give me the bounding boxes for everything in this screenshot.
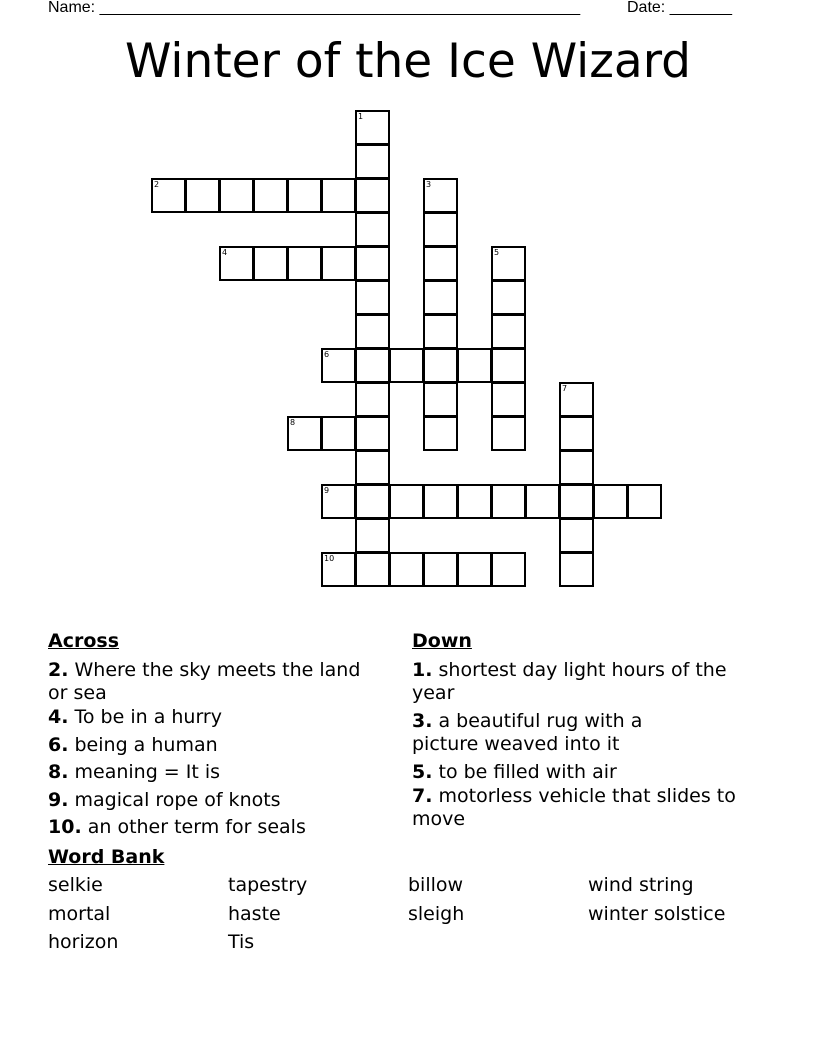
date-field-label: Date: _______: [627, 0, 732, 16]
clue-number-label: 7: [562, 384, 568, 393]
crossword-cell[interactable]: [491, 552, 526, 587]
crossword-cell[interactable]: [559, 552, 594, 587]
crossword-cell[interactable]: [525, 484, 560, 519]
crossword-cell[interactable]: [389, 484, 424, 519]
clue-number-label: 10: [324, 554, 335, 563]
crossword-cell[interactable]: [627, 484, 662, 519]
clue-number: 4.: [48, 706, 69, 728]
crossword-cell[interactable]: [423, 552, 458, 587]
clue-text: meaning = It is: [74, 761, 221, 783]
word-bank-item: wind string: [588, 874, 694, 896]
clue-number: 3.: [412, 710, 433, 732]
clue-number-label: 2: [154, 180, 160, 189]
crossword-cell[interactable]: [355, 178, 390, 213]
crossword-cell[interactable]: [559, 416, 594, 451]
crossword-cell[interactable]: [559, 518, 594, 553]
crossword-cell[interactable]: [355, 484, 390, 519]
crossword-cell[interactable]: [491, 416, 526, 451]
crossword-cell[interactable]: [355, 416, 390, 451]
across-clue-9: [48, 789, 281, 812]
crossword-cell[interactable]: [287, 416, 322, 451]
crossword-cell[interactable]: [491, 280, 526, 315]
name-field-label: Name: ______________________________________________________: [48, 0, 581, 16]
crossword-cell[interactable]: [321, 246, 356, 281]
clue-text: magical rope of knots: [74, 789, 281, 811]
clue-text: motorless vehicle that slides to move: [412, 785, 736, 830]
crossword-cell[interactable]: [355, 144, 390, 179]
clue-number-label: 6: [324, 350, 330, 359]
down-clue-5: [412, 761, 617, 784]
clue-number: 8.: [48, 761, 69, 783]
clue-text: To be in a hurry: [74, 706, 222, 728]
clue-number-label: 3: [426, 180, 432, 189]
crossword-cell[interactable]: [423, 484, 458, 519]
crossword-cell[interactable]: [423, 178, 458, 213]
crossword-cell[interactable]: [355, 450, 390, 485]
crossword-cell[interactable]: [355, 110, 390, 145]
crossword-cell[interactable]: [321, 484, 356, 519]
clue-text: to be filled with air: [438, 761, 617, 783]
down-clue-1: [412, 659, 747, 705]
crossword-cell[interactable]: [355, 518, 390, 553]
crossword-cell[interactable]: [355, 280, 390, 315]
crossword-cell[interactable]: [593, 484, 628, 519]
across-clue-10: [48, 816, 306, 839]
crossword-cell[interactable]: [321, 178, 356, 213]
crossword-cell[interactable]: [253, 246, 288, 281]
crossword-cell[interactable]: [287, 178, 322, 213]
word-bank-heading: Word Bank: [48, 846, 165, 868]
crossword-cell[interactable]: [321, 348, 356, 383]
crossword-cell[interactable]: [185, 178, 220, 213]
crossword-cell[interactable]: [559, 450, 594, 485]
crossword-cell[interactable]: [355, 552, 390, 587]
across-heading: Across: [48, 630, 120, 652]
crossword-cell[interactable]: [219, 246, 254, 281]
clue-text: a beautiful rug with a picture weaved into it: [412, 710, 643, 755]
crossword-cell[interactable]: [253, 178, 288, 213]
crossword-cell[interactable]: [423, 314, 458, 349]
crossword-cell[interactable]: [559, 484, 594, 519]
clue-number-label: 8: [290, 418, 296, 427]
crossword-cell[interactable]: [389, 348, 424, 383]
word-bank-item: Tis: [228, 931, 255, 953]
across-clue-2: [48, 659, 368, 705]
clue-number: 7.: [412, 785, 433, 807]
crossword-cell[interactable]: [389, 552, 424, 587]
clue-number: 9.: [48, 789, 69, 811]
down-heading: Down: [412, 630, 472, 652]
clue-number: 6.: [48, 734, 69, 756]
word-bank-item: tapestry: [228, 874, 308, 896]
clue-text: an other term for seals: [87, 816, 306, 838]
crossword-cell[interactable]: [355, 212, 390, 247]
crossword-cell[interactable]: [457, 552, 492, 587]
crossword-cell[interactable]: [355, 314, 390, 349]
crossword-cell[interactable]: [423, 348, 458, 383]
crossword-cell[interactable]: [355, 348, 390, 383]
word-bank-item: billow: [408, 874, 464, 896]
across-clue-4: [48, 706, 222, 729]
crossword-cell[interactable]: [423, 416, 458, 451]
crossword-cell[interactable]: [321, 552, 356, 587]
word-bank-item: horizon: [48, 931, 119, 953]
across-clue-8: [48, 761, 220, 784]
clue-text: shortest day light hours of the year: [412, 659, 727, 704]
crossword-cell[interactable]: [491, 484, 526, 519]
clue-number-label: 4: [222, 248, 228, 257]
crossword-cell[interactable]: [219, 178, 254, 213]
crossword-cell[interactable]: [491, 246, 526, 281]
crossword-cell[interactable]: [423, 246, 458, 281]
puzzle-title: Winter of the Ice Wizard: [124, 34, 692, 89]
crossword-cell[interactable]: [491, 314, 526, 349]
clue-number-label: 9: [324, 486, 330, 495]
crossword-cell[interactable]: [491, 348, 526, 383]
clue-number-label: 1: [358, 112, 364, 121]
crossword-cell[interactable]: [559, 382, 594, 417]
word-bank-item: selkie: [48, 874, 103, 896]
crossword-cell[interactable]: [491, 382, 526, 417]
clue-number-label: 5: [494, 248, 500, 257]
clue-text: being a human: [74, 734, 218, 756]
crossword-cell[interactable]: [151, 178, 186, 213]
word-bank-item: sleigh: [408, 903, 465, 925]
across-clue-6: [48, 734, 218, 757]
down-clue-3: [412, 710, 702, 756]
crossword-cell[interactable]: [423, 280, 458, 315]
word-bank-item: mortal: [48, 903, 111, 925]
crossword-cell[interactable]: [457, 348, 492, 383]
crossword-cell[interactable]: [457, 484, 492, 519]
clue-number: 5.: [412, 761, 433, 783]
clue-number: 10.: [48, 816, 82, 838]
clue-number: 2.: [48, 659, 69, 681]
clue-number: 1.: [412, 659, 433, 681]
crossword-cell[interactable]: [355, 382, 390, 417]
down-clue-7: [412, 785, 752, 831]
crossword-cell[interactable]: [355, 246, 390, 281]
crossword-cell[interactable]: [423, 382, 458, 417]
word-bank-item: winter solstice: [588, 903, 726, 925]
crossword-cell[interactable]: [287, 246, 322, 281]
crossword-cell[interactable]: [423, 212, 458, 247]
clue-text: Where the sky meets the land or sea: [48, 659, 361, 704]
word-bank-item: haste: [228, 903, 281, 925]
crossword-cell[interactable]: [321, 416, 356, 451]
